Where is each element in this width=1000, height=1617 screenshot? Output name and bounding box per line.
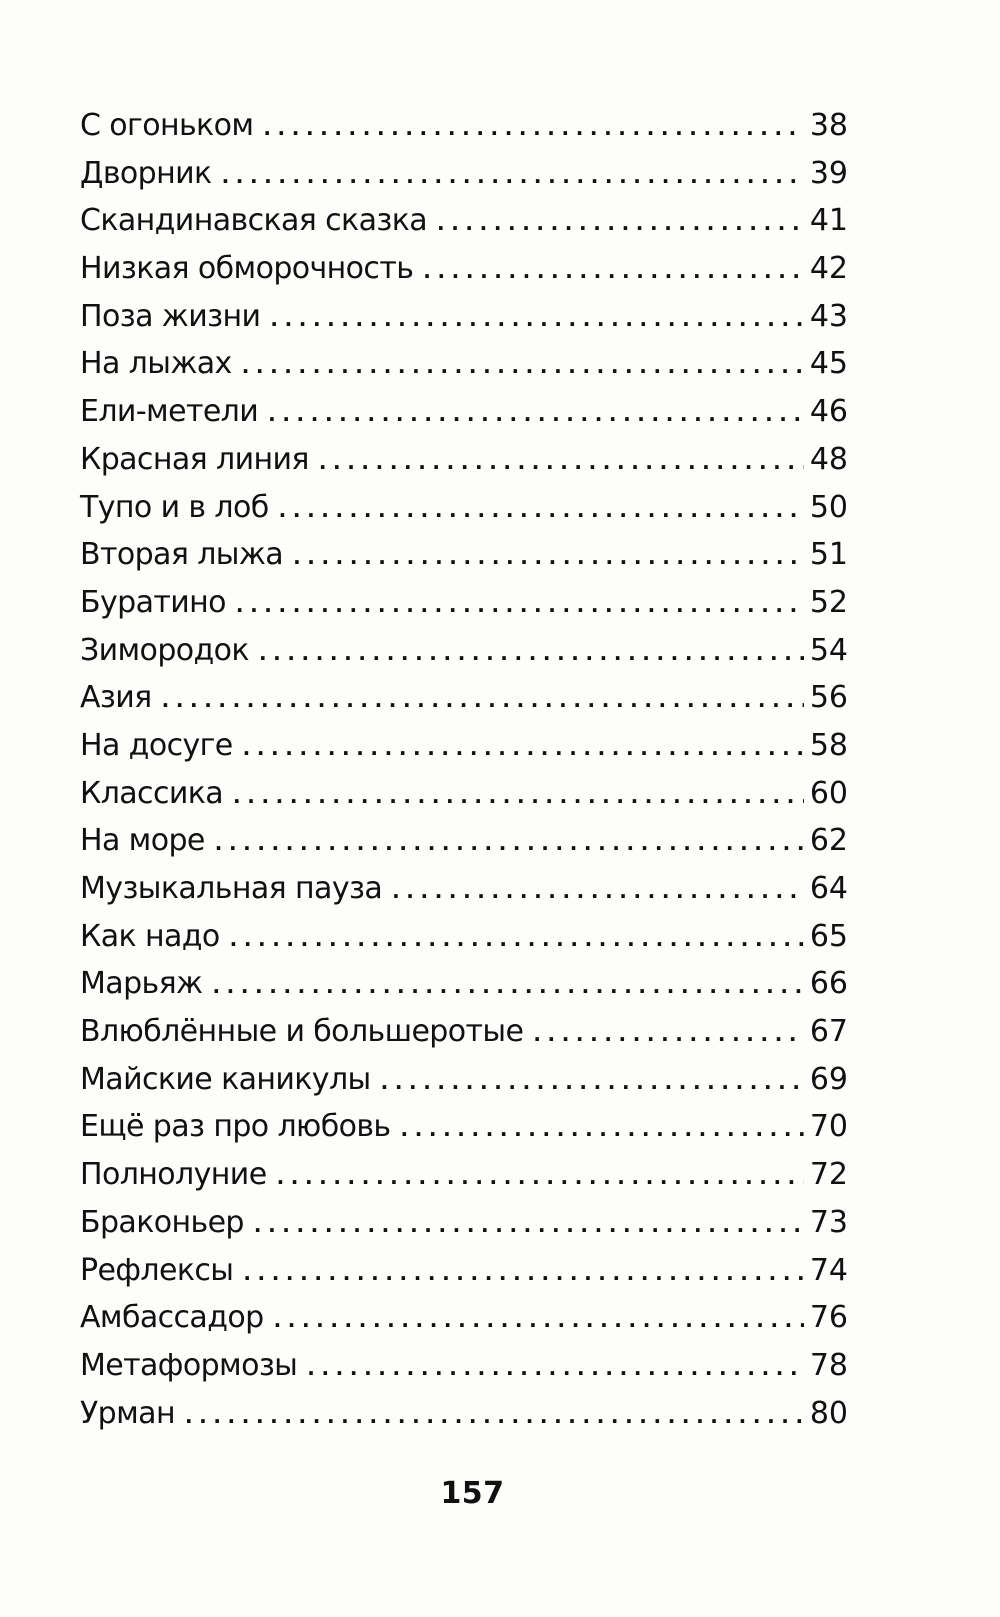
toc-entry-page: 69 <box>809 1061 848 1097</box>
toc-entry-title: Буратино <box>80 584 226 620</box>
toc-entry-title: С огоньком <box>80 108 254 143</box>
toc-entry-title: Поза жизни <box>80 298 261 334</box>
toc-dot-leader <box>392 868 804 916</box>
toc-entry-title: Урман <box>80 1395 175 1431</box>
toc-entry-page: 52 <box>809 584 848 620</box>
toc-dot-leader <box>274 1297 804 1345</box>
toc-entry-title: Как надо <box>80 918 220 954</box>
toc-entry <box>80 722 848 770</box>
toc-entry-title: Тупо и в лоб <box>80 489 269 525</box>
toc-dot-leader <box>381 1059 804 1107</box>
toc-dot-leader <box>242 343 804 391</box>
toc-entry-title: Браконьер <box>80 1204 244 1240</box>
toc-entry-title: Дворник <box>80 155 212 191</box>
toc-entry <box>80 1199 848 1247</box>
toc-entry <box>80 1294 848 1342</box>
toc-entry-page: 78 <box>809 1347 848 1383</box>
toc-dot-leader <box>236 582 804 630</box>
toc-dot-leader <box>423 248 804 296</box>
toc-entry-title: Ещё раз про любовь <box>80 1109 391 1145</box>
toc-entry <box>80 197 848 245</box>
toc-entry <box>80 1103 848 1151</box>
toc-entry <box>80 770 848 818</box>
toc-entry <box>80 627 848 675</box>
toc-entry-page: 60 <box>809 775 848 811</box>
toc-entry-title: Полнолуние <box>80 1157 267 1193</box>
toc-entry-page: 38 <box>809 108 848 143</box>
toc-dot-leader <box>222 153 804 201</box>
toc-entry <box>80 1056 848 1104</box>
toc-dot-leader <box>259 630 804 678</box>
toc-entry-title: Рефлексы <box>80 1252 234 1288</box>
toc-entry-page: 62 <box>809 823 848 859</box>
toc-entry <box>80 1247 848 1295</box>
toc-dot-leader <box>212 963 803 1011</box>
toc-entry <box>80 1008 848 1056</box>
toc-entry-page: 67 <box>809 1014 848 1050</box>
toc-entry-title: На лыжах <box>80 346 232 382</box>
toc-entry <box>80 150 848 198</box>
table-of-contents <box>80 102 848 1437</box>
toc-entry <box>80 340 848 388</box>
toc-entry-page: 58 <box>809 727 848 763</box>
toc-entry-title: На море <box>80 823 205 859</box>
toc-entry-page: 41 <box>809 203 848 239</box>
toc-entry-title: Майские каникулы <box>80 1061 371 1097</box>
toc-dot-leader <box>270 296 803 344</box>
toc-entry <box>80 817 848 865</box>
toc-entry-title: Зимородок <box>80 632 249 668</box>
toc-dot-leader <box>319 439 804 487</box>
toc-entry-page: 74 <box>809 1252 848 1288</box>
toc-entry <box>80 1390 848 1438</box>
toc-entry-page: 39 <box>809 155 848 191</box>
toc-entry-title: На досуге <box>80 727 233 763</box>
toc-entry <box>80 865 848 913</box>
toc-entry <box>80 913 848 961</box>
toc-entry-title: Классика <box>80 775 224 811</box>
toc-entry-page: 76 <box>809 1300 848 1336</box>
toc-entry <box>80 245 848 293</box>
toc-entry-page: 45 <box>809 346 848 382</box>
toc-entry-title: Азия <box>80 680 152 716</box>
toc-entry-page: 42 <box>809 251 848 287</box>
toc-entry <box>80 1342 848 1390</box>
toc-dot-leader <box>293 534 804 582</box>
toc-entry-title: Вторая лыжа <box>80 537 284 573</box>
toc-dot-leader <box>279 487 804 535</box>
toc-entry-page: 48 <box>809 441 848 477</box>
toc-dot-leader <box>185 1393 804 1441</box>
toc-entry <box>80 579 848 627</box>
toc-entry <box>80 484 848 532</box>
toc-entry-title: Скандинавская сказка <box>80 203 428 239</box>
toc-dot-leader <box>277 1154 804 1202</box>
toc-dot-leader <box>243 725 804 773</box>
toc-entry <box>80 674 848 722</box>
toc-dot-leader <box>268 391 804 439</box>
toc-entry-page: 73 <box>809 1204 848 1240</box>
toc-dot-leader <box>233 773 804 821</box>
toc-dot-leader <box>533 1011 803 1059</box>
toc-entry-page: 80 <box>809 1395 848 1431</box>
toc-entry-title: Метаформозы <box>80 1347 298 1383</box>
toc-entry <box>80 1151 848 1199</box>
toc-entry-page: 66 <box>809 966 848 1002</box>
toc-entry <box>80 960 848 1008</box>
toc-entry-title: Ели-метели <box>80 394 259 430</box>
toc-entry-title: Низкая обморочность <box>80 251 414 287</box>
toc-entry <box>80 293 848 341</box>
toc-entry-page: 54 <box>809 632 848 668</box>
toc-entry-page: 70 <box>809 1109 848 1145</box>
toc-entry-page: 64 <box>809 871 848 906</box>
toc-entry-title: Влюблённые и большеротые <box>80 1014 524 1050</box>
toc-entry <box>80 531 848 579</box>
toc-entry-page: 46 <box>809 394 848 430</box>
toc-entry <box>80 388 848 436</box>
toc-entry-page: 56 <box>809 680 848 716</box>
toc-dot-leader <box>307 1345 804 1393</box>
toc-entry-title: Марьяж <box>80 966 203 1002</box>
toc-entry <box>80 436 848 484</box>
toc-dot-leader <box>437 200 804 248</box>
toc-dot-leader <box>263 105 803 153</box>
toc-entry-title: Красная линия <box>80 441 309 477</box>
toc-entry-page: 51 <box>809 537 848 573</box>
page-number: 157 <box>440 1476 505 1511</box>
toc-dot-leader <box>401 1106 804 1154</box>
toc-entry-title: Амбассадор <box>80 1300 264 1336</box>
toc-entry-title: Музыкальная пауза <box>80 871 383 906</box>
toc-dot-leader <box>215 820 804 868</box>
toc-dot-leader <box>230 916 804 964</box>
toc-entry-page: 43 <box>809 298 848 334</box>
toc-entry-page: 72 <box>809 1157 848 1193</box>
toc-dot-leader <box>243 1250 803 1298</box>
toc-dot-leader <box>254 1202 804 1250</box>
toc-entry <box>80 102 848 150</box>
toc-dot-leader <box>162 677 804 725</box>
toc-entry-page: 50 <box>809 489 848 525</box>
toc-entry-page: 65 <box>809 918 848 954</box>
